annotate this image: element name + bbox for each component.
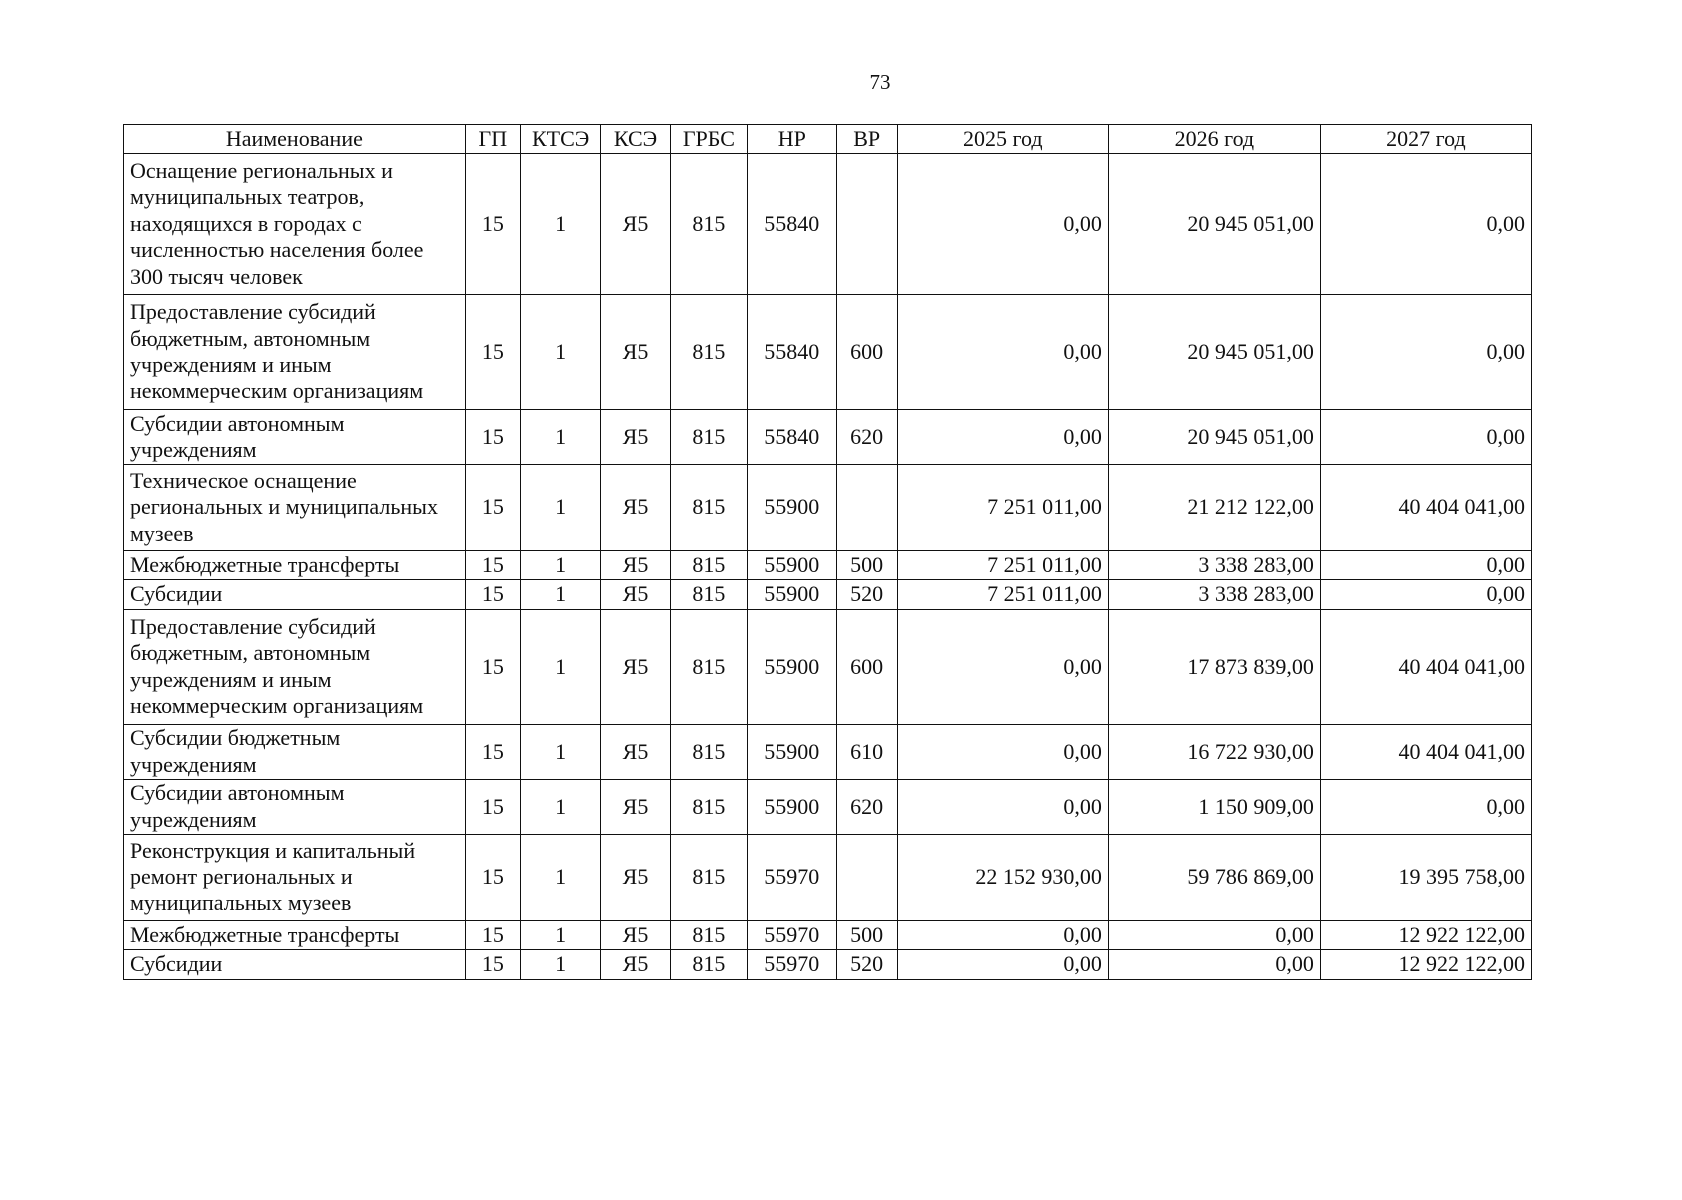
row-name: Субсидии бюджетным учреждениям [124,724,466,779]
row-amount-2027: 40 404 041,00 [1320,724,1531,779]
row-amount-2025: 22 152 930,00 [897,834,1108,920]
row-ktse: 1 [520,295,600,410]
row-grbs: 815 [670,410,747,465]
row-ktse: 1 [520,724,600,779]
row-gp: 15 [465,950,520,979]
row-kse: Я5 [601,410,670,465]
row-nr: 55900 [748,779,836,834]
row-vr: 600 [836,609,897,724]
row-amount-2026: 20 945 051,00 [1108,295,1320,410]
row-vr [836,154,897,295]
row-name: Межбюджетные трансферты [124,551,466,580]
row-ktse: 1 [520,465,600,551]
row-ktse: 1 [520,580,600,609]
row-nr: 55970 [748,834,836,920]
row-amount-2026: 20 945 051,00 [1108,154,1320,295]
row-kse: Я5 [601,834,670,920]
row-amount-2026: 3 338 283,00 [1108,580,1320,609]
row-vr [836,465,897,551]
row-kse: Я5 [601,154,670,295]
row-gp: 15 [465,609,520,724]
row-ktse: 1 [520,410,600,465]
row-ktse: 1 [520,551,600,580]
row-amount-2026: 3 338 283,00 [1108,551,1320,580]
row-nr: 55840 [748,410,836,465]
row-grbs: 815 [670,295,747,410]
row-amount-2025: 0,00 [897,724,1108,779]
row-grbs: 815 [670,779,747,834]
row-nr: 55900 [748,465,836,551]
row-gp: 15 [465,920,520,949]
row-kse: Я5 [601,724,670,779]
table-row [124,779,1532,834]
row-amount-2025: 0,00 [897,154,1108,295]
row-amount-2027: 0,00 [1320,295,1531,410]
row-nr: 55970 [748,920,836,949]
row-amount-2027: 19 395 758,00 [1320,834,1531,920]
row-gp: 15 [465,779,520,834]
row-grbs: 815 [670,465,747,551]
row-kse: Я5 [601,580,670,609]
row-name: Реконструкция и капитальный ремонт региональных и муниципальных музеев [124,834,466,920]
header-grbs: ГРБС [670,125,747,154]
table-row [124,154,1532,295]
table-row [124,551,1532,580]
row-ktse: 1 [520,154,600,295]
row-amount-2025: 7 251 011,00 [897,465,1108,551]
row-amount-2026: 59 786 869,00 [1108,834,1320,920]
row-gp: 15 [465,551,520,580]
row-amount-2025: 7 251 011,00 [897,551,1108,580]
header-name: Наименование [124,125,466,154]
table-row [124,950,1532,979]
page-number: 73 [869,70,891,94]
table-row [124,724,1532,779]
row-name: Техническое оснащение региональных и муниципальных музеев [124,465,466,551]
row-amount-2026: 0,00 [1108,950,1320,979]
row-vr: 620 [836,779,897,834]
row-amount-2027: 12 922 122,00 [1320,950,1531,979]
row-name: Предоставление субсидий бюджетным, автономным учреждениям и иным некоммерческим организациям [124,295,466,410]
row-vr: 520 [836,950,897,979]
row-nr: 55900 [748,580,836,609]
row-gp: 15 [465,465,520,551]
row-amount-2027: 40 404 041,00 [1320,609,1531,724]
row-kse: Я5 [601,779,670,834]
row-nr: 55900 [748,724,836,779]
row-amount-2025: 0,00 [897,609,1108,724]
row-nr: 55970 [748,950,836,979]
row-nr: 55900 [748,551,836,580]
row-amount-2027: 0,00 [1320,551,1531,580]
row-amount-2027: 0,00 [1320,779,1531,834]
row-grbs: 815 [670,920,747,949]
header-nr: НР [748,125,836,154]
row-amount-2027: 0,00 [1320,580,1531,609]
row-vr [836,834,897,920]
table-row [124,295,1532,410]
row-vr: 500 [836,551,897,580]
row-name: Субсидии автономным учреждениям [124,779,466,834]
row-ktse: 1 [520,779,600,834]
header-gp: ГП [465,125,520,154]
row-amount-2027: 40 404 041,00 [1320,465,1531,551]
row-amount-2026: 20 945 051,00 [1108,410,1320,465]
row-kse: Я5 [601,609,670,724]
row-vr: 500 [836,920,897,949]
row-gp: 15 [465,295,520,410]
row-kse: Я5 [601,950,670,979]
row-amount-2026: 21 212 122,00 [1108,465,1320,551]
table-row [124,920,1532,949]
row-amount-2026: 16 722 930,00 [1108,724,1320,779]
row-grbs: 815 [670,580,747,609]
row-amount-2025: 7 251 011,00 [897,580,1108,609]
row-amount-2026: 0,00 [1108,920,1320,949]
table-row [124,834,1532,920]
header-vr: ВР [836,125,897,154]
row-nr: 55840 [748,295,836,410]
row-kse: Я5 [601,551,670,580]
header-ktse: КТСЭ [520,125,600,154]
row-grbs: 815 [670,724,747,779]
row-kse: Я5 [601,920,670,949]
row-vr: 610 [836,724,897,779]
row-amount-2025: 0,00 [897,920,1108,949]
row-nr: 55840 [748,154,836,295]
row-amount-2027: 0,00 [1320,410,1531,465]
row-grbs: 815 [670,154,747,295]
row-grbs: 815 [670,834,747,920]
row-amount-2025: 0,00 [897,779,1108,834]
row-gp: 15 [465,154,520,295]
row-amount-2025: 0,00 [897,410,1108,465]
row-amount-2026: 1 150 909,00 [1108,779,1320,834]
row-gp: 15 [465,410,520,465]
row-name: Субсидии [124,580,466,609]
row-kse: Я5 [601,295,670,410]
row-ktse: 1 [520,834,600,920]
row-ktse: 1 [520,609,600,724]
row-nr: 55900 [748,609,836,724]
row-name: Предоставление субсидий бюджетным, автономным учреждениям и иным некоммерческим организациям [124,609,466,724]
table-row [124,465,1532,551]
row-amount-2025: 0,00 [897,950,1108,979]
row-ktse: 1 [520,950,600,979]
table-row [124,609,1532,724]
budget-table [123,124,1532,980]
row-grbs: 815 [670,950,747,979]
row-grbs: 815 [670,609,747,724]
row-gp: 15 [465,834,520,920]
row-amount-2026: 17 873 839,00 [1108,609,1320,724]
header-2027: 2027 год [1320,125,1531,154]
row-vr: 600 [836,295,897,410]
row-gp: 15 [465,580,520,609]
row-amount-2027: 0,00 [1320,154,1531,295]
row-name: Межбюджетные трансферты [124,920,466,949]
row-kse: Я5 [601,465,670,551]
row-name: Субсидии [124,950,466,979]
row-gp: 15 [465,724,520,779]
row-name: Субсидии автономным учреждениям [124,410,466,465]
row-name: Оснащение региональных и муниципальных театров, находящихся в городах с численностью населения более 300 тысяч человек [124,154,466,295]
header-kse: КСЭ [601,125,670,154]
table-header-row [124,125,1532,154]
row-vr: 620 [836,410,897,465]
table-row [124,580,1532,609]
header-2026: 2026 год [1108,125,1320,154]
header-2025: 2025 год [897,125,1108,154]
table-row [124,410,1532,465]
row-grbs: 815 [670,551,747,580]
row-amount-2027: 12 922 122,00 [1320,920,1531,949]
row-ktse: 1 [520,920,600,949]
row-amount-2025: 0,00 [897,295,1108,410]
row-vr: 520 [836,580,897,609]
